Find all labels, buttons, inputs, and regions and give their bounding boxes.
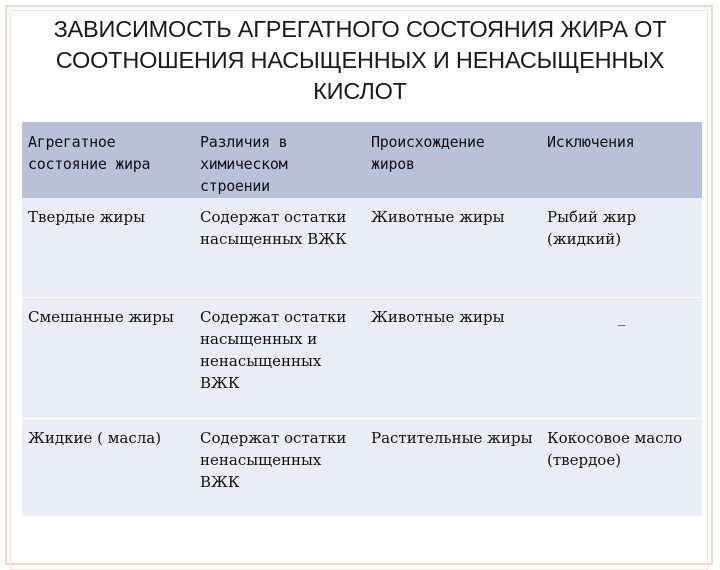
table-header-row bbox=[22, 122, 702, 198]
header-exceptions: Исключения bbox=[547, 133, 635, 151]
cell-state: Смешанные жиры bbox=[22, 297, 194, 418]
cell-origin: Животные жиры bbox=[371, 208, 505, 226]
table-row bbox=[22, 297, 702, 418]
cell-state: Жидкие ( масла) bbox=[22, 418, 194, 516]
table-row bbox=[22, 418, 702, 516]
fat-state-table bbox=[22, 122, 702, 516]
slide-title: ЗАВИСИМОСТЬ АГРЕГАТНОГО СОСТОЯНИЯ ЖИРА ОТ СООТНОШЕНИЯ НАСЫЩЕННЫХ И НЕНАСЫЩЕННЫХ КИСЛОТ bbox=[53, 16, 667, 104]
cell-structure: Содержат остатки ненасыщенных ВЖК bbox=[194, 418, 365, 516]
header-aggregate-state: Агрегатное состояние жира bbox=[28, 133, 151, 173]
cell-exception: Рыбий жир (жидкий) bbox=[547, 208, 637, 248]
cell-structure: Содержат остатки насыщенных и ненасыщенных ВЖК bbox=[194, 297, 365, 418]
cell-origin: Животные жиры bbox=[365, 297, 541, 418]
table-row bbox=[22, 198, 702, 297]
header-origin: Происхождение жиров bbox=[371, 133, 485, 173]
cell-exception: _ bbox=[541, 297, 702, 418]
cell-exception: Кокосовое масло (твердое) bbox=[541, 418, 702, 516]
cell-structure: Содержат остатки насыщенных ВЖК bbox=[200, 208, 347, 248]
header-chemical-structure: Различия в химическом строении bbox=[200, 133, 288, 195]
cell-origin: Растительные жиры bbox=[365, 418, 541, 516]
cell-state: Твердые жиры bbox=[28, 208, 146, 226]
